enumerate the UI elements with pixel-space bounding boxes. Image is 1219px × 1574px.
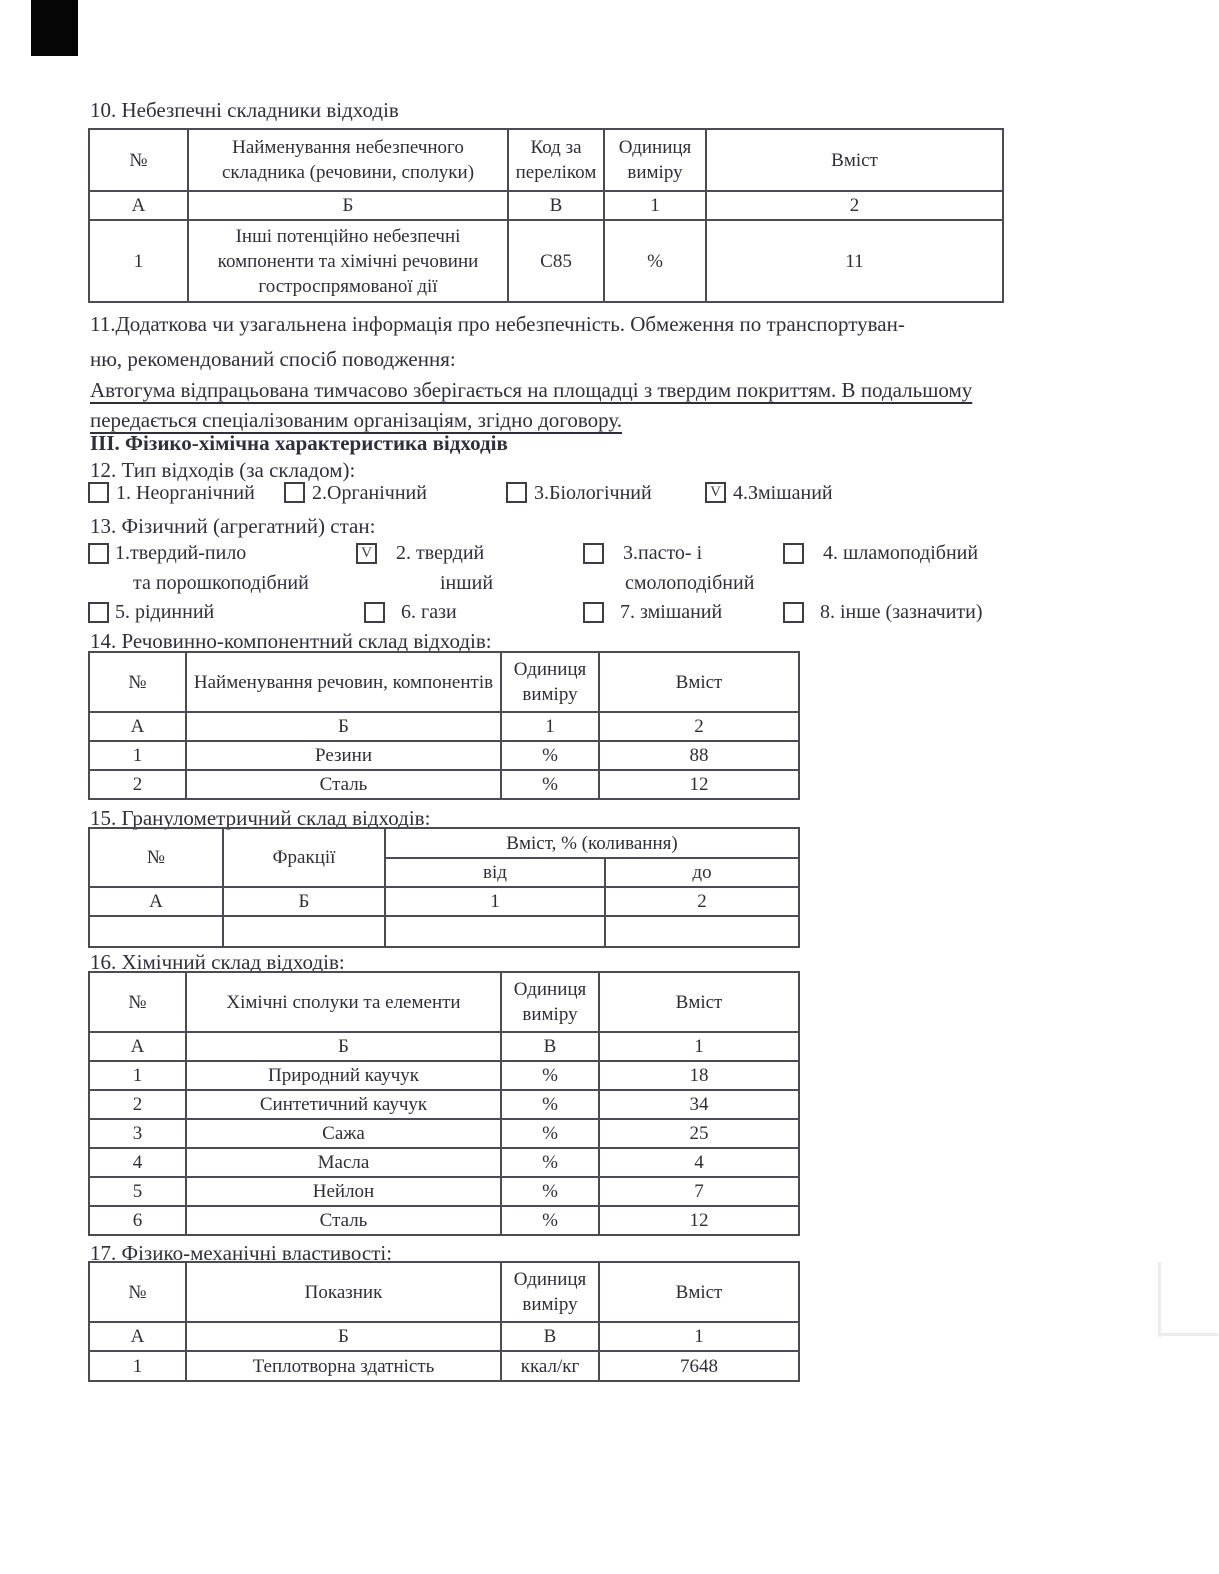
col-header-content: Вміст: [599, 1262, 799, 1322]
scan-corner-mark: [31, 0, 78, 56]
data-cell: 1: [89, 1351, 186, 1381]
checkbox-gases[interactable]: [364, 602, 385, 623]
data-cell: %: [501, 1206, 599, 1235]
col-header-to: до: [605, 858, 799, 887]
table-row: [89, 1351, 799, 1381]
col-header-unit: Одиниця виміру: [604, 129, 706, 191]
checkbox-sludge[interactable]: [783, 543, 804, 564]
data-cell: Нейлон: [186, 1177, 501, 1206]
checkbox-other-state-label: 8. інше (зазначити): [820, 601, 983, 623]
section-11-text-line1: 11.Додаткова чи узагальнена інформація про небезпечність. Обмеження по транспортуван-: [90, 312, 905, 336]
col-header-content-range: Вміст, % (коливання): [385, 828, 799, 858]
data-cell: Сажа: [186, 1119, 501, 1148]
table-15-granulometric: [88, 827, 800, 948]
letter-cell: А: [89, 191, 188, 220]
waste-type-checkbox-group: [88, 481, 1088, 507]
letter-cell: В: [501, 1032, 599, 1061]
checkbox-gases-label: 6. гази: [401, 601, 457, 623]
col-header-content: Вміст: [599, 652, 799, 712]
letter-cell: 2: [599, 712, 799, 741]
checkbox-paste-resin[interactable]: [583, 543, 604, 564]
letter-cell: Б: [223, 887, 385, 916]
data-cell: 25: [599, 1119, 799, 1148]
table-row-letters: [89, 191, 1003, 220]
data-cell: 1: [89, 741, 186, 770]
data-cell: 1: [89, 220, 188, 302]
checkbox-paste-resin-label2: смолоподібний: [625, 572, 755, 594]
table-10-hazard-components: [88, 128, 1004, 303]
checkbox-solid-dust-label: 1.твердий-пило: [115, 542, 247, 564]
table-14-component-composition: [88, 651, 800, 800]
data-cell: 7648: [599, 1351, 799, 1381]
table-row: [89, 1148, 799, 1177]
data-cell: Резини: [186, 741, 501, 770]
checkbox-mixed-state-label: 7. змішаний: [620, 601, 723, 623]
data-cell: 7: [599, 1177, 799, 1206]
data-cell: %: [501, 741, 599, 770]
col-header-num: №: [89, 129, 188, 191]
col-header-content: Вміст: [706, 129, 1003, 191]
checkbox-organic-label: 2.Органічний: [312, 482, 427, 504]
checkbox-paste-resin-label: 3.пасто- і: [623, 542, 703, 564]
col-header-num: №: [89, 828, 223, 887]
physical-state-checkbox-group: [88, 541, 1138, 631]
col-header-name: Хімічні сполуки та елементи: [186, 972, 501, 1032]
empty-cell: [223, 916, 385, 947]
letter-cell: В: [501, 1322, 599, 1351]
col-header-name: Показник: [186, 1262, 501, 1322]
checkbox-inorganic[interactable]: [88, 482, 109, 503]
letter-cell: В: [508, 191, 604, 220]
checkbox-solid-dust[interactable]: [88, 543, 109, 564]
checkbox-organic[interactable]: [284, 482, 305, 503]
section-3-heading: ІІІ. Фізико-хімічна характеристика відходів: [90, 431, 508, 455]
data-cell: Сталь: [186, 770, 501, 799]
data-cell: 3: [89, 1119, 186, 1148]
data-cell: 34: [599, 1090, 799, 1119]
letter-cell: 1: [599, 1322, 799, 1351]
letter-cell: Б: [186, 1322, 501, 1351]
data-cell: %: [501, 1090, 599, 1119]
empty-cell: [605, 916, 799, 947]
checkbox-liquid-label: 5. рідинний: [115, 601, 215, 623]
data-cell: %: [501, 770, 599, 799]
data-cell: 12: [599, 1206, 799, 1235]
table-row: [89, 972, 799, 1032]
table-row-empty: [89, 916, 799, 947]
col-header-num: №: [89, 652, 186, 712]
table-row: [89, 1119, 799, 1148]
data-cell: Природний каучук: [186, 1061, 501, 1090]
table-17-physical-mechanical: [88, 1261, 800, 1382]
section-15-heading: 15. Гранулометричний склад відходів:: [90, 806, 431, 830]
letter-cell: Б: [186, 712, 501, 741]
col-header-num: №: [89, 1262, 186, 1322]
data-cell: 18: [599, 1061, 799, 1090]
letter-cell: 1: [604, 191, 706, 220]
table-row: [89, 652, 799, 712]
table-row: [89, 220, 1003, 302]
col-header-name: Найменування речовин, компонентів: [186, 652, 501, 712]
checkbox-mixed-type-label: 4.Змішаний: [733, 482, 833, 504]
table-row: [89, 1090, 799, 1119]
checkbox-solid-other-label: 2. твердий: [396, 542, 485, 564]
data-cell: %: [501, 1148, 599, 1177]
table-row-letters: [89, 1322, 799, 1351]
table-16-chemical-composition: [88, 971, 800, 1236]
letter-cell: А: [89, 887, 223, 916]
data-cell: 88: [599, 741, 799, 770]
table-row: [89, 1177, 799, 1206]
table-row: [89, 1206, 799, 1235]
col-header-unit: Одиниця виміру: [501, 972, 599, 1032]
table-row: [89, 770, 799, 799]
data-cell: %: [501, 1061, 599, 1090]
checkbox-other-state[interactable]: [783, 602, 804, 623]
scan-smudge-vertical: [1158, 1262, 1161, 1337]
table-row: [89, 1061, 799, 1090]
data-cell: 2: [89, 770, 186, 799]
data-cell: 2: [89, 1090, 186, 1119]
empty-cell: [89, 916, 223, 947]
data-cell: 5: [89, 1177, 186, 1206]
checkbox-mixed-state[interactable]: [583, 602, 604, 623]
data-cell: Синтетичний каучук: [186, 1090, 501, 1119]
checkbox-solid-dust-label2: та порошкоподібний: [133, 572, 309, 594]
table-row: [89, 1262, 799, 1322]
checkbox-solid-other[interactable]: V: [356, 543, 377, 564]
col-header-from: від: [385, 858, 605, 887]
data-cell: Теплотворна здатність: [186, 1351, 501, 1381]
data-cell: %: [501, 1119, 599, 1148]
section-12-heading: 12. Тип відходів (за складом):: [90, 458, 356, 482]
letter-cell: Б: [186, 1032, 501, 1061]
data-cell: Сталь: [186, 1206, 501, 1235]
table-row: [89, 828, 799, 858]
col-header-num: №: [89, 972, 186, 1032]
data-cell: Інші потенційно небезпечні компоненти та хімічні речовини гостроспрямованої дії: [188, 220, 508, 302]
letter-cell: А: [89, 1322, 186, 1351]
table-row-letters: [89, 712, 799, 741]
section-17-heading: 17. Фізико-механічні властивості:: [90, 1241, 393, 1265]
table-row: [89, 741, 799, 770]
section-14-heading: 14. Речовинно-компонентний склад відходів:: [90, 629, 492, 653]
empty-cell: [385, 916, 605, 947]
scan-smudge-horizontal: [1158, 1333, 1218, 1336]
letter-cell: А: [89, 712, 186, 741]
section-11-handling-line2: передається спеціалізованим організаціям, згідно договору.: [90, 408, 623, 432]
data-cell: С85: [508, 220, 604, 302]
col-header-code: Код за переліком: [508, 129, 604, 191]
letter-cell: 1: [385, 887, 605, 916]
letter-cell: 1: [599, 1032, 799, 1061]
checkbox-mixed-type[interactable]: V: [705, 482, 726, 503]
section-11-handling-line1: Автогума відпрацьована тимчасово зберігається на площадці з твердим покриттям. В подальшому: [90, 378, 973, 402]
data-cell: %: [604, 220, 706, 302]
letter-cell: Б: [188, 191, 508, 220]
checkbox-liquid[interactable]: [88, 602, 109, 623]
section-10-heading: 10. Небезпечні складники відходів: [90, 98, 399, 122]
table-row-letters: [89, 887, 799, 916]
data-cell: 12: [599, 770, 799, 799]
checkbox-solid-other-label2: інший: [440, 572, 494, 594]
data-cell: 4: [599, 1148, 799, 1177]
data-cell: ккал/кг: [501, 1351, 599, 1381]
data-cell: 11: [706, 220, 1003, 302]
letter-cell: 2: [706, 191, 1003, 220]
letter-cell: А: [89, 1032, 186, 1061]
section-13-heading: 13. Фізичний (агрегатний) стан:: [90, 514, 376, 538]
data-cell: %: [501, 1177, 599, 1206]
data-cell: Масла: [186, 1148, 501, 1177]
col-header-unit: Одиниця виміру: [501, 652, 599, 712]
data-cell: 6: [89, 1206, 186, 1235]
col-header-fraction: Фракції: [223, 828, 385, 887]
data-cell: 1: [89, 1061, 186, 1090]
table-row: [89, 129, 1003, 191]
checkbox-biological[interactable]: [506, 482, 527, 503]
checkbox-inorganic-label: 1. Неорганічний: [116, 482, 255, 504]
table-row-letters: [89, 1032, 799, 1061]
section-16-heading: 16. Хімічний склад відходів:: [90, 950, 345, 974]
checkbox-sludge-label: 4. шламоподібний: [823, 542, 979, 564]
checkbox-biological-label: 3.Біологічний: [534, 482, 652, 504]
section-11-text-line2: ню, рекомендований спосіб поводження:: [90, 347, 456, 371]
letter-cell: 1: [501, 712, 599, 741]
col-header-content: Вміст: [599, 972, 799, 1032]
data-cell: 4: [89, 1148, 186, 1177]
col-header-name: Найменування небезпечного складника (речовини, сполуки): [188, 129, 508, 191]
col-header-unit: Одиниця виміру: [501, 1262, 599, 1322]
letter-cell: 2: [605, 887, 799, 916]
